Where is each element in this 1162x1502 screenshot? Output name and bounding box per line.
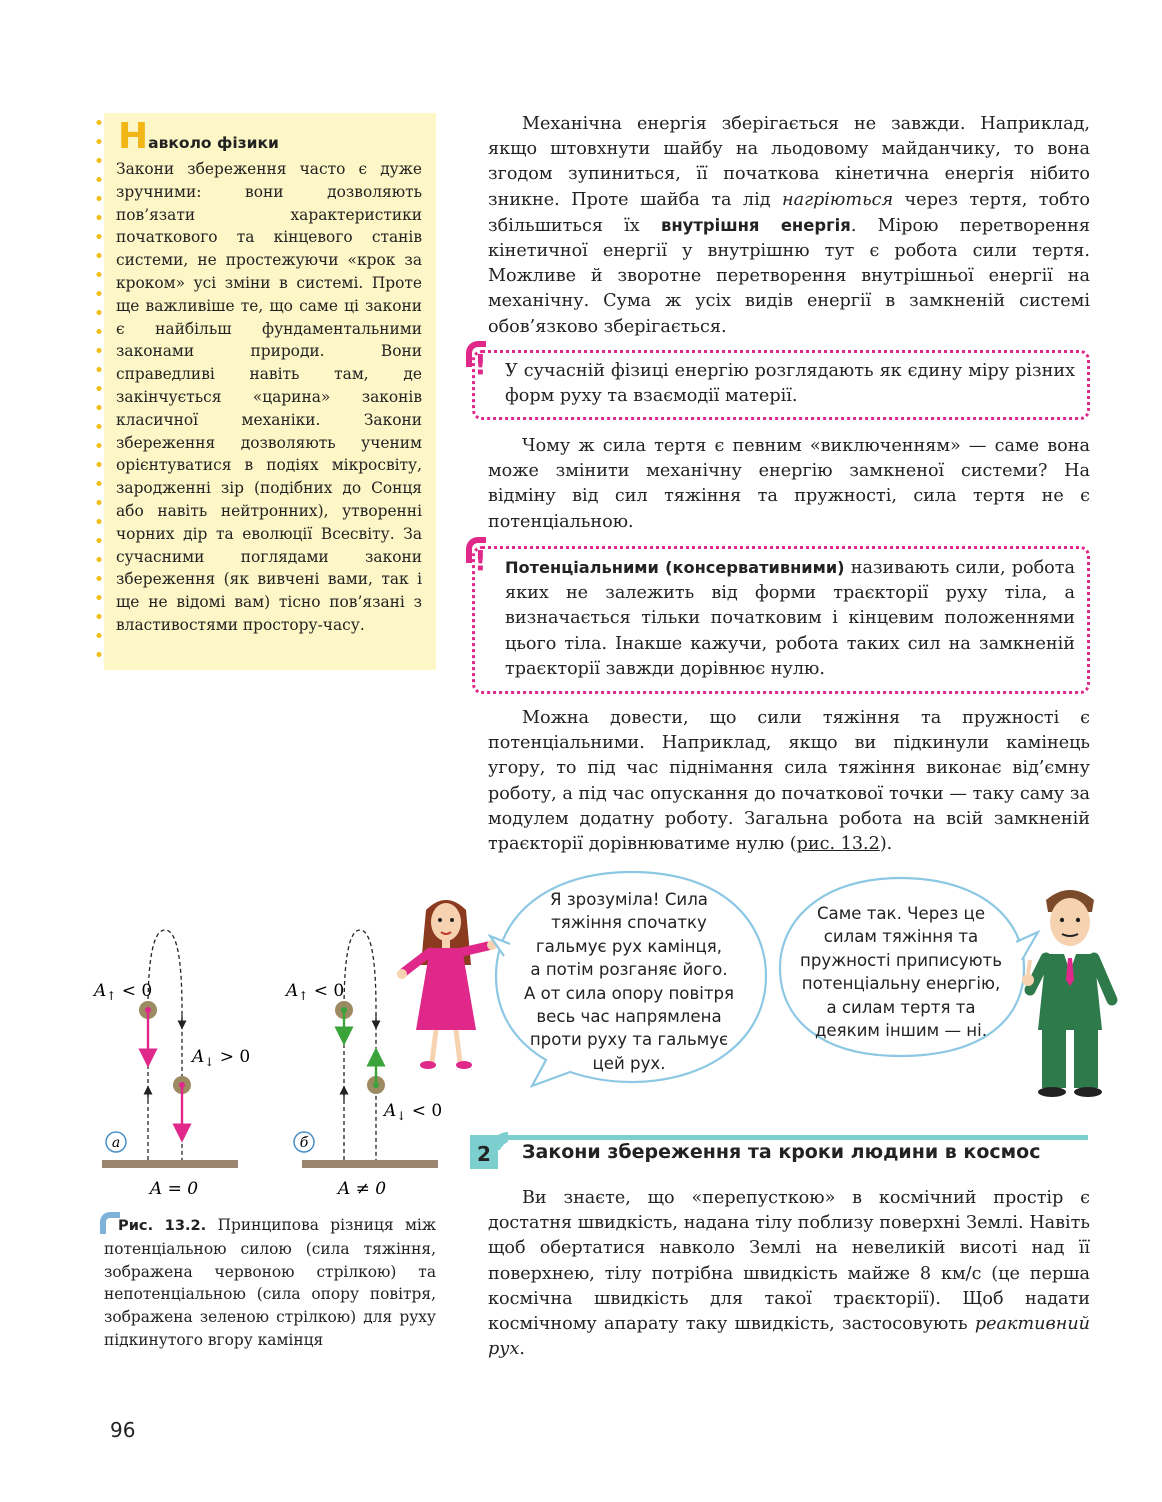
man-bubble-text: Саме так. Через це силам тяжіння та пружності приписують потенціальну енергію, а силам тертя та деяким іншим — ні.: [800, 904, 1002, 1041]
page-number: 96: [110, 1418, 136, 1442]
paragraph-mechanical-energy: Механічна енергія зберігається не завжди. Наприклад, якщо штовхнути шайбу на льодовому майданчику, то вона згодом зупиниться, її початкова кінетична енергія нібито зникне. Проте шайба та лід нагріються через тертя, тобто збільшиться їх внутрішня енергія. Мірою перетворення кінетичної енергії у внутрішню тут є робота сили тертя. Можливе й зворотне перетворення внутрішньої енергії на механічну. Сума ж усіх видів енергії в замкненій системі обов’язково зберігається.: [488, 114, 1091, 337]
ground-b: [302, 1160, 438, 1168]
section-title: Закони збереження та кроки людини в космос: [522, 1141, 1041, 1163]
man-face: [1050, 898, 1090, 946]
exclamation-icon: !: [466, 341, 490, 373]
girl-bubble-text: Я зрозуміла! Сила тяжіння спочатку гальмує рух камінця, а потім розганяє його. А от сила опору повітря весь час напрямлена проти руху та гальмує цей рух.: [523, 890, 735, 1073]
figure-caption: Рис. 13.2. Принципова різниця між потенціальною силою (сила тяжіння, зображена червоною стрілкою) та непотенціальною (сила опору повітря, зображена зеленою стрілкою) для руху підкинутого вгору камінця: [104, 1216, 436, 1349]
panel-b-label: б: [299, 1135, 309, 1151]
man-illustration: [1020, 880, 1120, 1100]
around-physics-box: [104, 113, 436, 670]
girl-face: [431, 903, 461, 941]
work-up-label-a: $A_↑ < 0$: [94, 981, 153, 1003]
total-work-a: A = 0: [149, 1179, 199, 1199]
paragraph-space: Ви знаєте, що «перепусткою» в космічний простір є достатня швидкість, надана тілу поблизу поверхні Землі. Навіть щоб обертатися навколо Землі на невеликій висоті над її поверхнею, тілу потрібна швидкість майже 8 км/с (це перша космічна швидкість для такої траєкторії). Щоб надати космічному апарату таку швидкість, застосовують реактивний рух.: [488, 1188, 1090, 1360]
work-down-label-a: $A_↓ > 0$: [192, 1047, 251, 1069]
panel-a: [92, 930, 250, 1199]
box-heading-text: авколо фізики: [148, 134, 279, 152]
note-potential-forces: ! Потенціальними (консервативними) називають сили, робота яких не залежить від форми траєкторії руху тіла, а визначається тільки початковим і кінцевим положеннями цього тіла. Інакше кажучи, робота таких сил на замкненій траєкторії завжди дорівнює нулю.: [472, 546, 1090, 694]
paragraph-potential-proof: Можна довести, що сили тяжіння та пружності є потенціальними. Наприклад, якщо ви підкинули камінець угору, то під час піднімання сила тяжіння виконає від’ємну роботу, а під час опускання до початкової точки — таку саму за модулем додатну роботу. Загальна робота на всій замкненій траєкторії дорівнюватиме нулю (рис. 13.2).: [488, 708, 1090, 855]
section-number: 2: [470, 1140, 498, 1169]
box-heading: [118, 116, 279, 157]
figure-link[interactable]: рис. 13.2: [796, 834, 880, 855]
work-down-label-b: $A_↓ < 0$: [384, 1101, 443, 1123]
section-header: [470, 1135, 1088, 1169]
panel-a-label: а: [111, 1135, 121, 1151]
work-up-label-b: $A_↑ < 0$: [286, 981, 345, 1003]
box-body: Закони збереження часто є дуже зручними: вони дозволяють пов’язати характеристики початкового та кінцевого станів системи, не простежуючи «крок за кроком» усі зміни в системі. Проте ще важливіше те, що саме ці закони є найбільш фундаментальними законами природи. Вони справедливі навіть там, де закінчується «царина» законів класичної механіки. Закони збереження дозволяють ученим орієнтуватися в подіях мікросвіту, зародженні зір (подібних до Сонця або навіть нейтронних), утворенні чорних дір та еволюції Всесвіту. За сучасними поглядами закони збереження (як вивчені вами, так і ще не відомі вам) тісно пов’язані з властивостями простору-часу.: [116, 160, 422, 634]
dotted-border: [96, 113, 102, 670]
exclamation-icon: !: [466, 537, 490, 569]
trajectory-a: [148, 930, 182, 1160]
trajectory-b: [344, 930, 376, 1160]
ground-a: [102, 1160, 238, 1168]
box-heading-initial: Н: [118, 116, 149, 157]
total-work-b: A ≠ 0: [337, 1179, 387, 1199]
paragraph-friction: Чому ж сила тертя є певним «виключенням» — саме вона може змінити механічну енергію замкненої системи? На відміну від сил тяжіння та пружності, сила тертя не є потенціальною.: [488, 436, 1090, 532]
note-energy-definition: ! У сучасній фізиці енергію розглядають як єдину міру різних форм руху та взаємодії матерії.: [472, 350, 1090, 420]
